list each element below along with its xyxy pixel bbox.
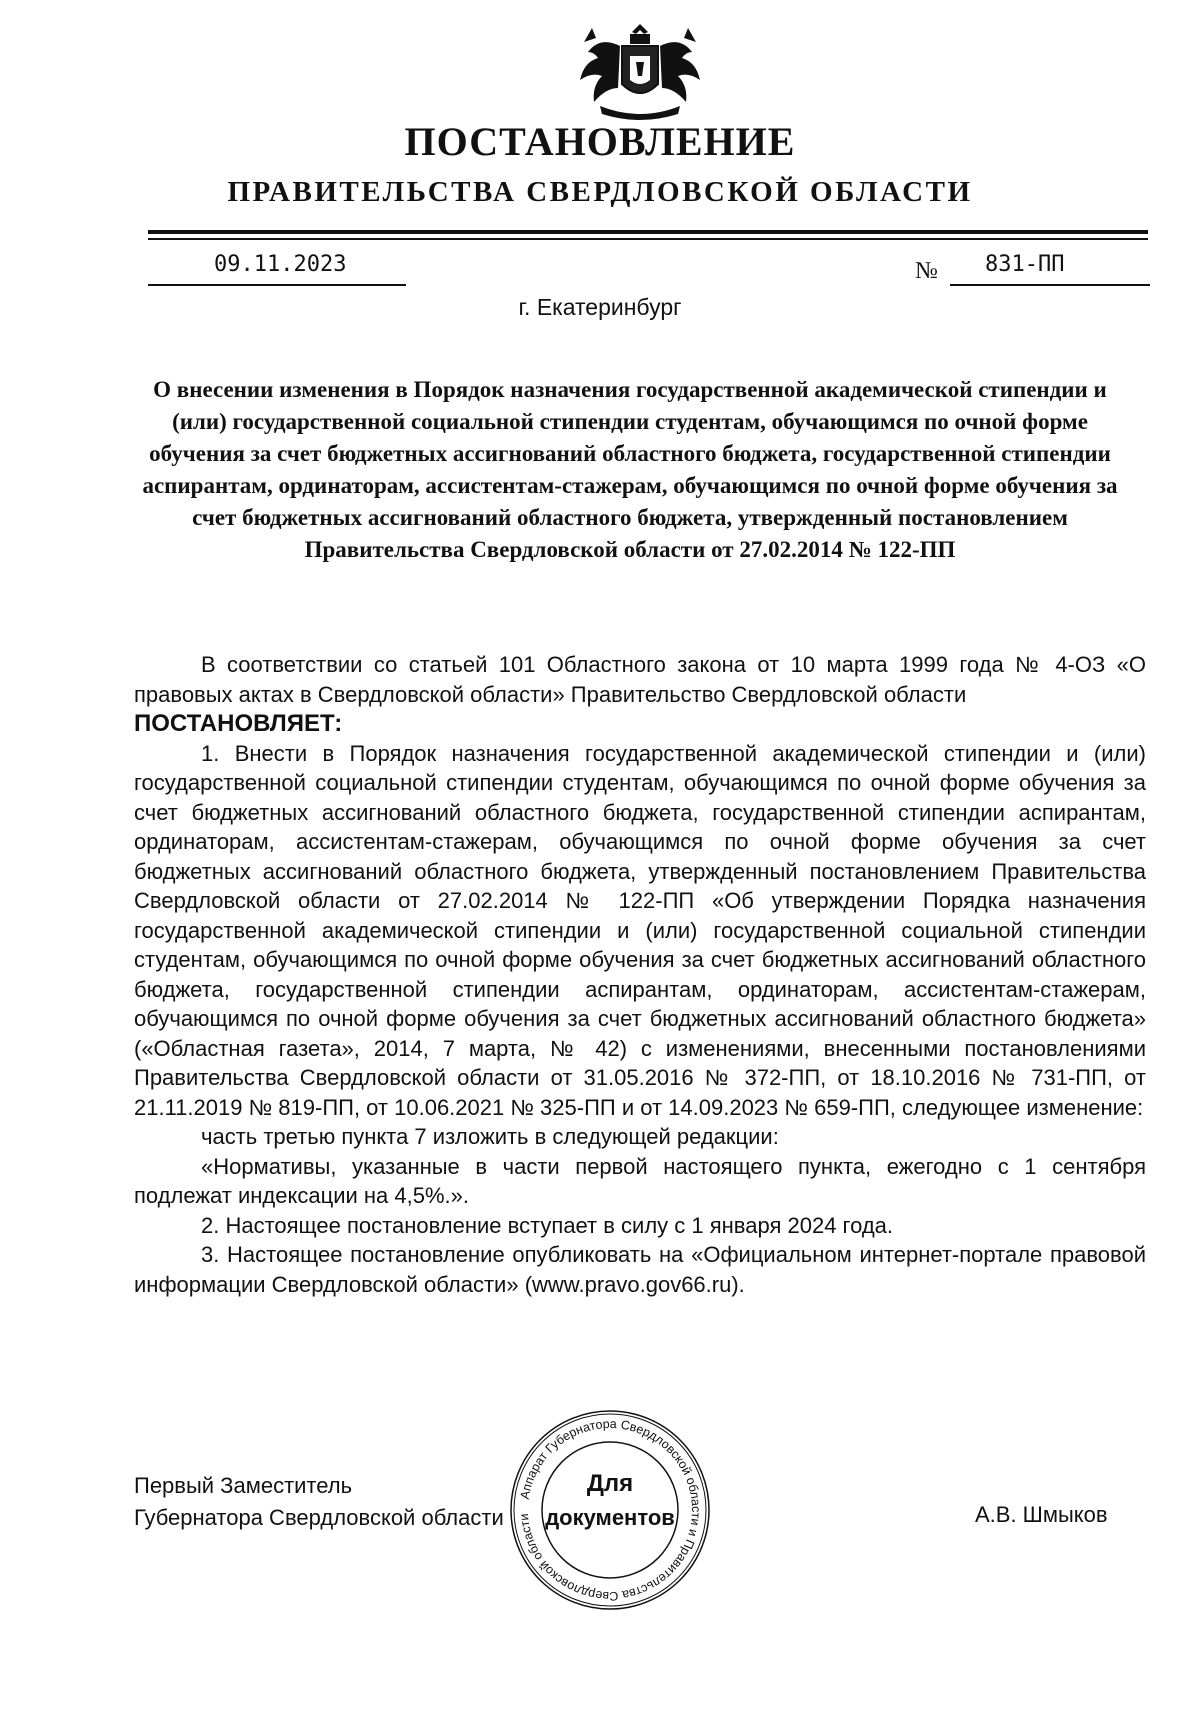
signatory-position (134, 1470, 504, 1534)
document-city: г. Екатеринбург (518, 294, 682, 320)
document-body (134, 650, 1146, 1299)
signatory-position-line-2: Губернатора Свердловской области (134, 1505, 504, 1530)
document-title: ПОСТАНОВЛЕНИЕ (404, 119, 796, 164)
header-rule-thick (148, 230, 1148, 234)
header-rule-thin (148, 238, 1148, 240)
coat-of-arms-emblem (570, 22, 710, 122)
signatory-name: А.В. Шмыков (975, 1502, 1108, 1527)
stamp-ring-text: Аппарат Губернатора Свердловской области и Правительства Свердловской области (517, 1416, 704, 1604)
decree-word: ПОСТАНОВЛЯЕТ: (134, 710, 343, 737)
document-heading: О внесении изменения в Порядок назначения государственной академической стипендии и (или) государственной социальной стипендии студентам, обучающимся по очной форме обучения за счет бюджетных ассигнований областного бюджета, государственной стипендии аспирантам, ординаторам, ассистентам-стажерам, обучающимся по очной форме обучения за счет бюджетных ассигнований областного бюджета, утвержденный постановлением Правительства Свердловской области от 27.02.2014 № 122-ПП (142, 377, 1118, 562)
document-number: 831-ПП (985, 252, 1065, 277)
paragraph-1b: «Нормативы, указанные в части первой настоящего пункта, ежегодно с 1 сентября подлежат индексации на 4,5%.». (134, 1153, 1146, 1208)
document-subtitle: ПРАВИТЕЛЬСТВА СВЕРДЛОВСКОЙ ОБЛАСТИ (227, 176, 973, 208)
preamble-paragraph: В соответствии со статьей 101 Областного закона от 10 марта 1999 года № 4-ОЗ «О правовых актах в Свердловской области» Правительство Свердловской области (134, 652, 1146, 707)
stamp-label-line-2: документов (545, 1505, 675, 1530)
number-sign: № (915, 258, 938, 284)
date-underline (148, 284, 406, 286)
paragraph-3: 3. Настоящее постановление опубликовать на «Официальном интернет-портале правовой информации Свердловской области» (www.pravo.gov66.ru). (134, 1242, 1146, 1297)
stamp-label-line-1: Для (586, 1470, 634, 1497)
paragraph-2: 2. Настоящее постановление вступает в силу с 1 января 2024 года. (201, 1212, 894, 1238)
paragraph-1a: часть третью пункта 7 изложить в следующей редакции: (201, 1124, 779, 1149)
paragraph-1: 1. Внести в Порядок назначения государственной академической стипендии и (или) государственной социальной стипендии студентам, обучающимся по очной форме обучения за счет бюджетных ассигнований областного бюджета, государственной стипендии аспирантам, ординаторам, ассистентам-стажерам, обучающимся по очной форме обучения за счет бюджетных ассигнований областного бюджета, утвержденный постановлением Правительства Свердловской области от 27.02.2014 № 122-ПП «Об утверждении Порядка назначения государственной академической стипендии и (или) государственной социальной стипендии студентам, обучающимся по очной форме обучения за счет бюджетных ассигнований областного бюджета, государственной стипендии аспирантам, ординаторам, ассистентам-стажерам, обучающимся по очной форме обучения за счет бюджетных ассигнований областного бюджета» («Областная газета», 2014, 7 марта, № 42) с изменениями, внесенными постановлениями Правительства Свердловской области от 31.05.2016 № 372-ПП, от 18.10.2016 № 731-ПП, от 21.11.2019 № 819-ПП, от 10.06.2021 № 325-ПП и от 14.09.2023 № 659-ПП, следующее изменение: (134, 740, 1146, 1120)
signatory-position-line-1: Первый Заместитель (134, 1473, 353, 1498)
number-underline (950, 284, 1150, 286)
document-date: 09.11.2023 (214, 252, 347, 277)
